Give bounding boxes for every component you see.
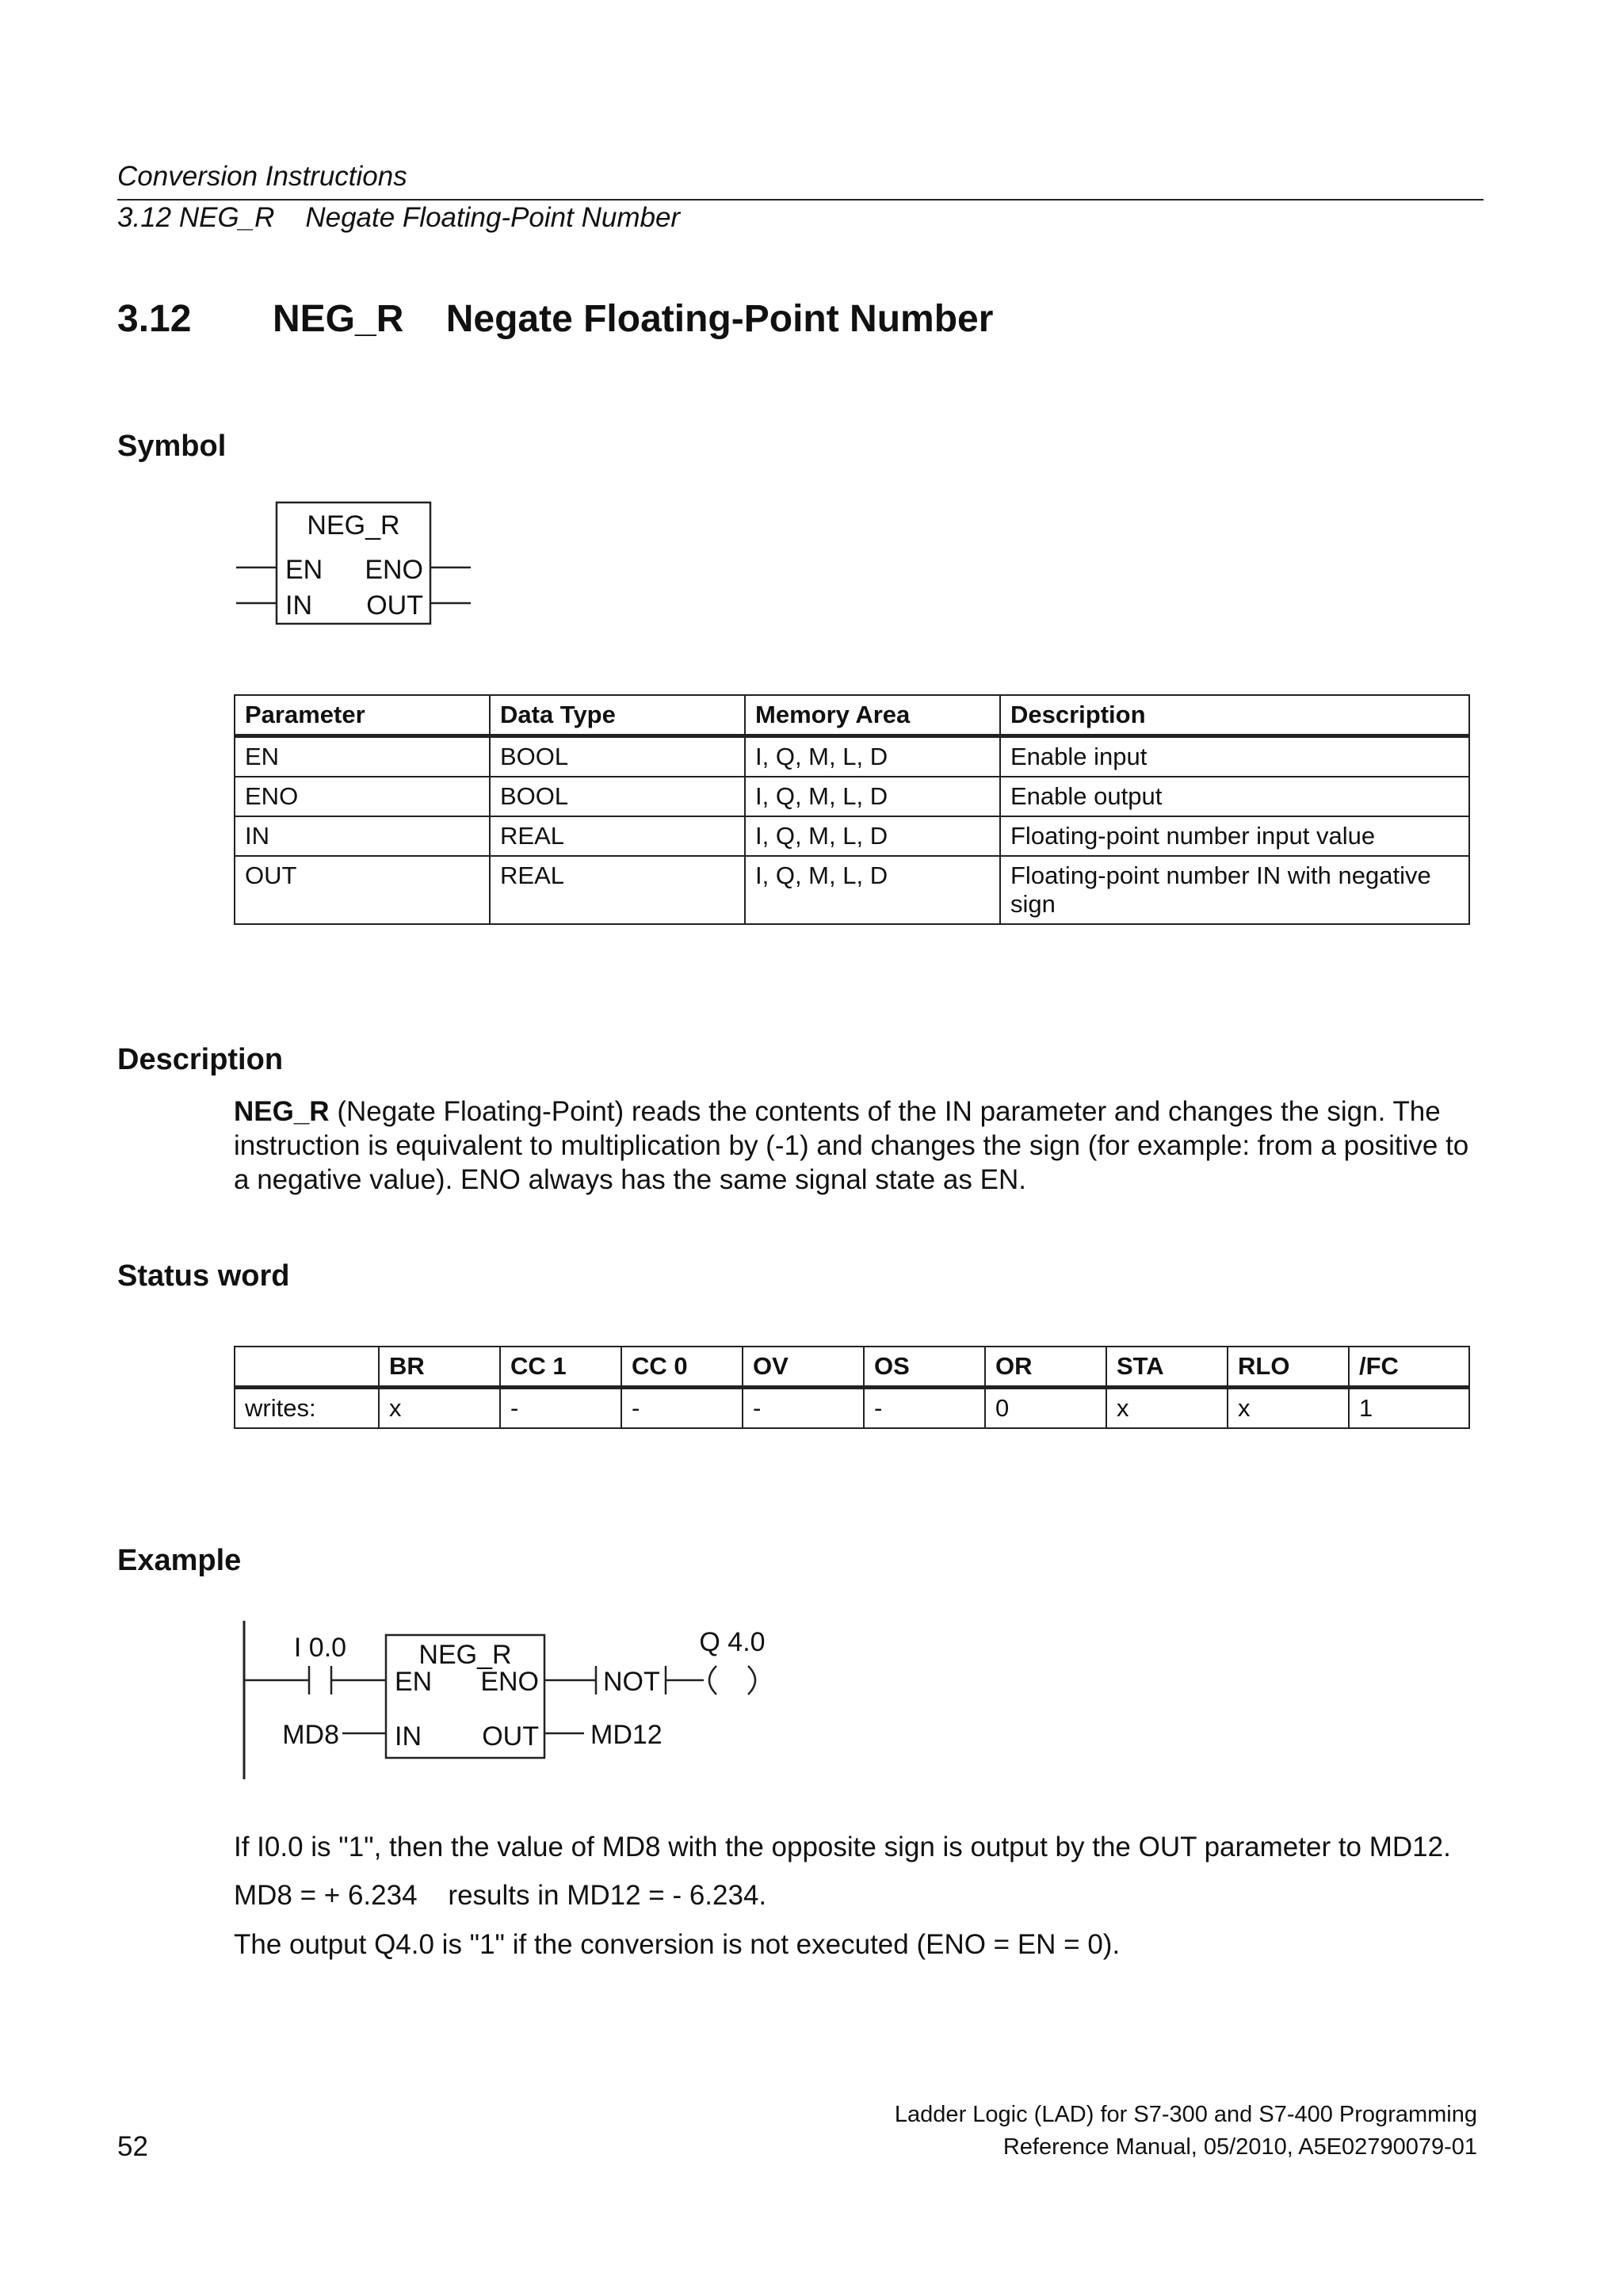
table-cell: - — [500, 1388, 621, 1429]
coil-label: Q 4.0 — [699, 1627, 766, 1657]
table-header-cell: RLO — [1228, 1347, 1349, 1388]
table-header-cell: Memory Area — [745, 695, 1000, 736]
table-cell: ENO — [235, 777, 490, 816]
table-cell: IN — [235, 816, 490, 856]
example-heading: Example — [117, 1544, 242, 1577]
table-cell: - — [864, 1388, 985, 1429]
example-eno-label: ENO — [480, 1667, 539, 1697]
example-line-1: If I0.0 is "1", then the value of MD8 with the opposite sign is output by the OUT parameter to MD12. — [234, 1832, 1451, 1862]
table-cell: Enable output — [1000, 777, 1469, 816]
table-row — [235, 1388, 1469, 1429]
description-paragraph — [234, 1095, 1486, 1197]
running-header-chapter: Conversion Instructions — [117, 161, 407, 192]
table-cell: OUT — [235, 856, 490, 924]
table-cell: x — [379, 1388, 500, 1429]
table-cell: I, Q, M, L, D — [745, 736, 1000, 777]
symbol-box-label: NEG_R — [307, 510, 400, 541]
symbol-out-label: OUT — [366, 590, 423, 621]
out-operand-label: MD12 — [590, 1720, 663, 1750]
table-header-cell — [235, 1347, 379, 1388]
example-line-3: The output Q4.0 is "1" if the conversion is not executed (ENO = EN = 0). — [234, 1929, 1121, 1960]
symbol-en-label: EN — [285, 555, 323, 585]
table-cell: Floating-point number input value — [1000, 816, 1469, 856]
symbol-eno-label: ENO — [365, 555, 423, 585]
table-cell: 1 — [1349, 1388, 1469, 1429]
section-title: NEG_R Negate Floating-Point Number — [273, 298, 994, 340]
table-cell: I, Q, M, L, D — [745, 777, 1000, 816]
table-cell: x — [1228, 1388, 1349, 1429]
table-header-cell: BR — [379, 1347, 500, 1388]
table-header-cell: STA — [1106, 1347, 1228, 1388]
coil-right-arc — [748, 1666, 755, 1694]
table-cell: x — [1106, 1388, 1228, 1429]
symbol-heading: Symbol — [117, 430, 227, 463]
table-row — [235, 816, 1469, 856]
table-cell: - — [743, 1388, 864, 1429]
section-number: 3.12 — [117, 298, 192, 340]
example-out-label: OUT — [482, 1721, 539, 1752]
symbol-diagram — [0, 0, 1623, 713]
not-label: NOT — [603, 1667, 660, 1697]
description-lead: NEG_R — [234, 1096, 330, 1127]
table-cell: I, Q, M, L, D — [745, 816, 1000, 856]
table-cell: REAL — [490, 856, 745, 924]
table-cell: writes: — [235, 1388, 379, 1429]
footer-line-1: Ladder Logic (LAD) for S7-300 and S7-400 Programming — [894, 2102, 1477, 2127]
table-header-row — [235, 1347, 1469, 1388]
table-cell: BOOL — [490, 736, 745, 777]
running-header-section: 3.12 NEG_R Negate Floating-Point Number — [117, 202, 681, 233]
table-cell: REAL — [490, 816, 745, 856]
coil-left-arc — [709, 1666, 716, 1694]
page-number: 52 — [117, 2131, 148, 2162]
table-header-cell: OS — [864, 1347, 985, 1388]
table-header-cell: Data Type — [490, 695, 745, 736]
table-header-cell: OR — [985, 1347, 1106, 1388]
contact-label: I 0.0 — [293, 1633, 347, 1663]
example-box-label: NEG_R — [418, 1640, 512, 1670]
example-en-label: EN — [395, 1667, 433, 1697]
example-line-2: MD8 = + 6.234 results in MD12 = - 6.234. — [234, 1880, 767, 1911]
in-operand-label: MD8 — [282, 1720, 339, 1750]
table-row — [235, 777, 1469, 816]
table-header-cell: CC 1 — [500, 1347, 621, 1388]
table-row — [235, 736, 1469, 777]
parameter-table — [234, 694, 1470, 925]
table-cell: Floating-point number IN with negative sign — [1000, 856, 1469, 924]
symbol-in-label: IN — [285, 590, 312, 621]
table-cell: EN — [235, 736, 490, 777]
table-cell: - — [621, 1388, 743, 1429]
table-header-cell: /FC — [1349, 1347, 1469, 1388]
table-header-cell: Description — [1000, 695, 1469, 736]
table-header-row — [235, 695, 1469, 736]
description-text: (Negate Floating-Point) reads the contents of the IN parameter and changes the sign. The instruction is equivalent to multiplication by (-1) and changes the sign (for example: from a positive to a negative value). ENO always has the same signal state as EN. — [234, 1096, 1469, 1195]
table-row — [235, 856, 1469, 924]
footer-line-2: Reference Manual, 05/2010, A5E02790079-01 — [1002, 2134, 1477, 2160]
description-heading: Description — [117, 1043, 284, 1076]
ladder-example-diagram — [0, 1585, 1623, 1791]
example-in-label: IN — [395, 1721, 422, 1752]
status-word-heading: Status word — [117, 1259, 290, 1293]
table-cell: I, Q, M, L, D — [745, 856, 1000, 924]
table-cell: BOOL — [490, 777, 745, 816]
table-header-cell: OV — [743, 1347, 864, 1388]
table-header-cell: Parameter — [235, 695, 490, 736]
table-cell: Enable input — [1000, 736, 1469, 777]
table-header-cell: CC 0 — [621, 1347, 743, 1388]
table-cell: 0 — [985, 1388, 1106, 1429]
status-word-table — [234, 1346, 1470, 1429]
